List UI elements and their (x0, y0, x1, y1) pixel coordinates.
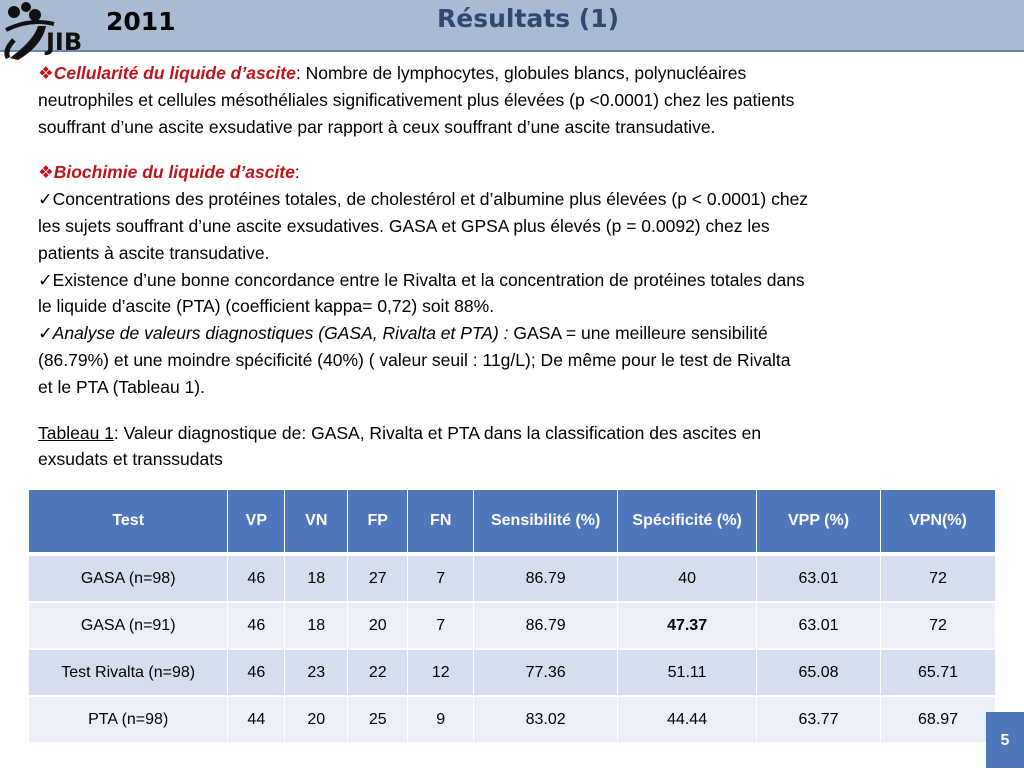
table-cell: 12 (408, 649, 474, 696)
item3-line2: (86.79%) et une moindre spécificité (40%) ( valeur seuil : 11g/L); De même pour le test de Rivalta (38, 349, 791, 370)
table-caption-line2: exsudats et transsudats (38, 449, 223, 470)
table-cell: 72 (880, 602, 995, 649)
table-caption (38, 420, 988, 474)
column-header: VPP (%) (757, 490, 881, 554)
table-cell: 83.02 (474, 696, 618, 742)
table-cell: 18 (285, 554, 348, 602)
table-cell: 23 (285, 649, 348, 696)
table-cell: GASA (n=91) (29, 602, 228, 649)
table-cell: 18 (285, 602, 348, 649)
cellularity-text-line3: souffrant d’une ascite exsudative par rapport à ceux souffrant d’une ascite transudative. (38, 116, 716, 137)
table-cell: 65.71 (880, 649, 995, 696)
table-cell: 46 (228, 554, 285, 602)
table-cell: 7 (408, 602, 474, 649)
table-row (29, 696, 996, 742)
table-cell: 20 (285, 696, 348, 742)
item3-line1-rest: GASA = une meilleure sensibilité (508, 323, 768, 344)
table-cell: 44 (228, 696, 285, 742)
table-cell: 86.79 (474, 554, 618, 602)
diamond-bullet-icon: ❖ (38, 162, 54, 183)
table-cell: 46 (228, 649, 285, 696)
slide-content (38, 60, 988, 473)
table-caption-line1: : Valeur diagnostique de: GASA, Rivalta et PTA dans la classification des ascites en (113, 422, 762, 443)
slide-header (0, 0, 1024, 56)
column-header: Test (29, 490, 228, 554)
table-cell: PTA (n=98) (29, 696, 228, 742)
table-cell: 7 (408, 554, 474, 602)
table-cell: 65.08 (757, 649, 881, 696)
table-cell: 86.79 (474, 602, 618, 649)
table-cell-highlight: 47.37 (618, 602, 757, 649)
cellularity-heading-text: Cellularité du liquide d’ascite (53, 63, 296, 83)
table-header-row (29, 490, 996, 554)
biochemistry-item-2 (38, 267, 988, 321)
biochemistry-heading (38, 162, 295, 182)
column-header: VPN(%) (880, 490, 995, 554)
jib-logo (0, 0, 98, 60)
table-cell: 25 (348, 696, 408, 742)
table-cell: 44.44 (618, 696, 757, 742)
year-label: 2011 (106, 7, 176, 36)
cellularity-text-line1: : Nombre de lymphocytes, globules blancs, polynucléaires (295, 63, 747, 83)
item2-line2: le liquide d’ascite (PTA) (coefficient kappa= 0,72) soit 88%. (38, 296, 495, 317)
column-header: Spécificité (%) (618, 490, 757, 554)
item1-line2: les sujets souffrant d’une ascite exsudatives. GASA et GPSA plus élevés (p = 0.0092) chez les (38, 215, 770, 236)
table-cell: 22 (348, 649, 408, 696)
table-row (29, 649, 996, 696)
item1-line1: Concentrations des protéines totales, de cholestérol et d’albumine plus élevées (p < 0.0001) chez (52, 189, 809, 210)
cellularity-heading (38, 63, 296, 83)
biochemistry-heading-text: Biochimie du liquide d’ascite (53, 162, 295, 183)
page-number: 5 (986, 712, 1024, 768)
results-table (29, 490, 996, 742)
item2-line1: Existence d’une bonne concordance entre le Rivalta et la concentration de protéines totales dans (52, 269, 805, 290)
table-cell: 40 (618, 554, 757, 602)
table-row (29, 602, 996, 649)
cellularity-paragraph (38, 60, 988, 140)
biochemistry-item-3 (38, 320, 988, 400)
column-header: Sensibilité (%) (474, 490, 618, 554)
table-cell: 63.77 (757, 696, 881, 742)
table-cell: Test Rivalta (n=98) (29, 649, 228, 696)
table-cell: 51.11 (618, 649, 757, 696)
checkmark-icon: ✓ (38, 269, 53, 290)
table-cell: 68.97 (880, 696, 995, 742)
table-cell: 72 (880, 554, 995, 602)
item1-line3: patients à ascite transudative. (38, 242, 270, 263)
checkmark-icon: ✓ (38, 189, 53, 210)
table-cell: 27 (348, 554, 408, 602)
column-header: VP (228, 490, 285, 554)
table-cell: GASA (n=98) (29, 554, 228, 602)
biochemistry-item-1 (38, 186, 988, 266)
table-cell: 20 (348, 602, 408, 649)
logo-text: JIB (46, 28, 83, 56)
table-cell: 63.01 (757, 602, 881, 649)
table-cell: 77.36 (474, 649, 618, 696)
diamond-bullet-icon: ❖ (38, 63, 54, 83)
table-cell: 46 (228, 602, 285, 649)
column-header: FN (408, 490, 474, 554)
biochemistry-colon: : (294, 162, 300, 183)
table-row (29, 554, 996, 602)
column-header: FP (348, 490, 408, 554)
item3-italic-lead: Analyse de valeurs diagnostiques (GASA, Rivalta et PTA) : (52, 323, 509, 344)
table-cell: 63.01 (757, 554, 881, 602)
table-caption-label: Tableau 1 (38, 422, 114, 443)
biochemistry-heading-line (38, 159, 988, 186)
page-title: Résultats (1) (437, 4, 620, 33)
checkmark-icon: ✓ (38, 323, 53, 344)
table-cell: 9 (408, 696, 474, 742)
item3-line3: et le PTA (Tableau 1). (38, 376, 205, 397)
cellularity-text-line2: neutrophiles et cellules mésothéliales significativement plus élevées (p <0.0001) chez les patients (38, 89, 795, 110)
column-header: VN (285, 490, 348, 554)
